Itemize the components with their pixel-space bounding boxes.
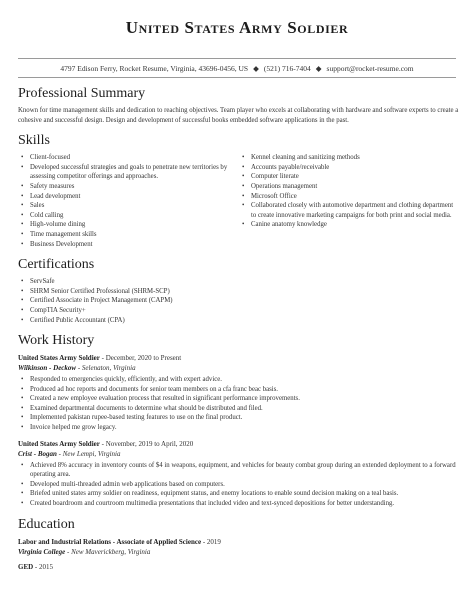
section-heading-skills: Skills xyxy=(18,133,50,149)
degree-year: - 2019 xyxy=(201,537,221,546)
certification-item: • CompTIA Security+ xyxy=(30,306,460,316)
section-heading-work-history: Work History xyxy=(18,333,95,349)
certification-item: • SHRM Senior Certified Professional (SHRM-SCP) xyxy=(30,287,460,297)
certifications-list xyxy=(18,277,460,325)
job-bullet: • Examined departmental documents to determine what should be distributed and filed. xyxy=(30,404,460,414)
certification-item: • ServSafe xyxy=(30,277,460,287)
skill-item: • Lead development xyxy=(30,192,239,202)
section-heading-summary: Professional Summary xyxy=(18,86,146,101)
skill-item: • Collaborated closely with automotive department and clothing department to create innovative marketing campaigns for both print and social media. xyxy=(251,201,460,220)
skill-item: • High-volume dining xyxy=(30,220,239,230)
job-bullet: • Invoice helped me grow legacy. xyxy=(30,423,460,433)
employer-location: - New Lempi, Virginia xyxy=(56,449,121,458)
job-title: United States Army Soldier xyxy=(18,354,100,363)
skills-section xyxy=(18,132,460,249)
skill-item: • Kennel cleaning and sanitizing methods xyxy=(251,153,460,163)
job-bullet: • Created boardroom and courtroom multimedia presentations that included video and text-synced depositions for better understanding. xyxy=(30,499,460,509)
resume-body xyxy=(18,85,460,579)
employer-name: Crist - Bogan xyxy=(18,449,57,458)
contact-email[interactable]: support@rocket-resume.com xyxy=(326,64,414,73)
education-section xyxy=(18,516,460,572)
skills-columns xyxy=(18,153,460,249)
job-bullet: • Briefed united states army soldier on readiness, equipment status, and enemy locations to enable sound decision making on a teal basis. xyxy=(30,489,460,499)
degree-year: - 2015 xyxy=(33,562,54,571)
skill-item: • Safety measures xyxy=(30,182,239,192)
skills-list-left xyxy=(18,153,239,249)
job-bullets xyxy=(18,461,460,509)
degree-line xyxy=(18,562,460,572)
skill-item: • Accounts payable/receivable xyxy=(251,163,460,173)
skill-item: • Sales xyxy=(30,201,239,211)
employer-location: - Selenaton, Virginia xyxy=(76,364,136,373)
job-dates: - December, 2020 to Present xyxy=(99,354,182,363)
skill-item: • Canine anatomy knowledge xyxy=(251,220,460,230)
skill-item: • Business Development xyxy=(30,240,239,250)
education-entry xyxy=(18,562,460,572)
school-name: Virginia College xyxy=(18,547,66,556)
skill-item: • Operations management xyxy=(251,182,460,192)
skill-item: • Microsoft Office xyxy=(251,192,460,202)
section-heading-certifications: Certifications xyxy=(18,257,95,273)
skill-item: • Developed successful strategies and goals to penetrate new territories by assessing competitor offerings and approaches. xyxy=(30,163,239,182)
skill-item: • Cold calling xyxy=(30,211,239,221)
school-line xyxy=(18,547,460,558)
job-bullet: • Achieved 8% accuracy in inventory counts of $4 in weapons, equipment, and vehicles for beauty combat group during an extended deployment to a forward operating area. xyxy=(30,461,460,480)
employer-line xyxy=(18,363,460,374)
employer-line xyxy=(18,449,460,460)
degree-name: GED xyxy=(18,562,34,571)
certifications-section xyxy=(18,256,460,325)
skills-list-right xyxy=(239,153,460,249)
job-bullet: • Created a new employee evaluation process that resulted in significant performance improvements. xyxy=(30,394,460,404)
header-divider-top xyxy=(18,58,456,59)
job-entry xyxy=(18,353,460,433)
skill-item: • Computer literate xyxy=(251,172,460,182)
summary-section xyxy=(18,85,460,125)
job-title-line xyxy=(18,353,460,363)
certification-item: • Certified Associate in Project Management (CAPM) xyxy=(30,296,460,306)
employer-name: Wilkinson - Deckow xyxy=(18,364,77,373)
header-divider-bottom xyxy=(18,77,456,78)
job-bullet: • Developed multi-threaded admin web applications based on computers. xyxy=(30,480,460,490)
job-dates: - November, 2019 to April, 2020 xyxy=(99,439,194,448)
work-history-section xyxy=(18,332,460,509)
degree-line xyxy=(18,537,460,547)
degree-name: Labor and Industrial Relations - Associate of Applied Science xyxy=(18,537,202,546)
education-entry xyxy=(18,537,460,558)
job-bullet: • Responded to emergencies quickly, efficiently, and with expert advice. xyxy=(30,375,460,385)
summary-text: Known for time management skills and dedication to reaching objectives. Team player who excels at collaborating with hardware and software experts to create a cohesive and successful design. Design and development of successful books embedded software applications in the past. xyxy=(18,107,459,124)
job-bullet: • Produced ad hoc reports and documents for senior team members on a cfa franc beac basis. xyxy=(30,385,460,395)
job-bullet: • Implemented pakistan rupee-based testing features to use on the final product. xyxy=(30,413,460,423)
job-entry xyxy=(18,439,460,509)
contact-line xyxy=(18,64,456,73)
separator-icon: ◆ xyxy=(253,64,259,73)
skill-item: • Time management skills xyxy=(30,230,239,240)
separator-icon: ◆ xyxy=(315,64,322,73)
section-heading-education: Education xyxy=(18,516,75,532)
contact-address: 4797 Edison Ferry, Rocket Resume, Virginia, 43696-0456, US xyxy=(60,64,249,73)
job-title-line xyxy=(18,439,460,449)
candidate-name: United States Army Soldier xyxy=(125,18,349,37)
contact-phone: (521) 716-7404 xyxy=(263,64,311,73)
certification-item: • Certified Public Accountant (CPA) xyxy=(30,316,460,326)
job-title: United States Army Soldier xyxy=(18,439,100,448)
skill-item: • Client-focused xyxy=(30,153,239,163)
job-bullets xyxy=(18,375,460,433)
school-location: - New Maverickberg, Virginia xyxy=(65,547,151,556)
